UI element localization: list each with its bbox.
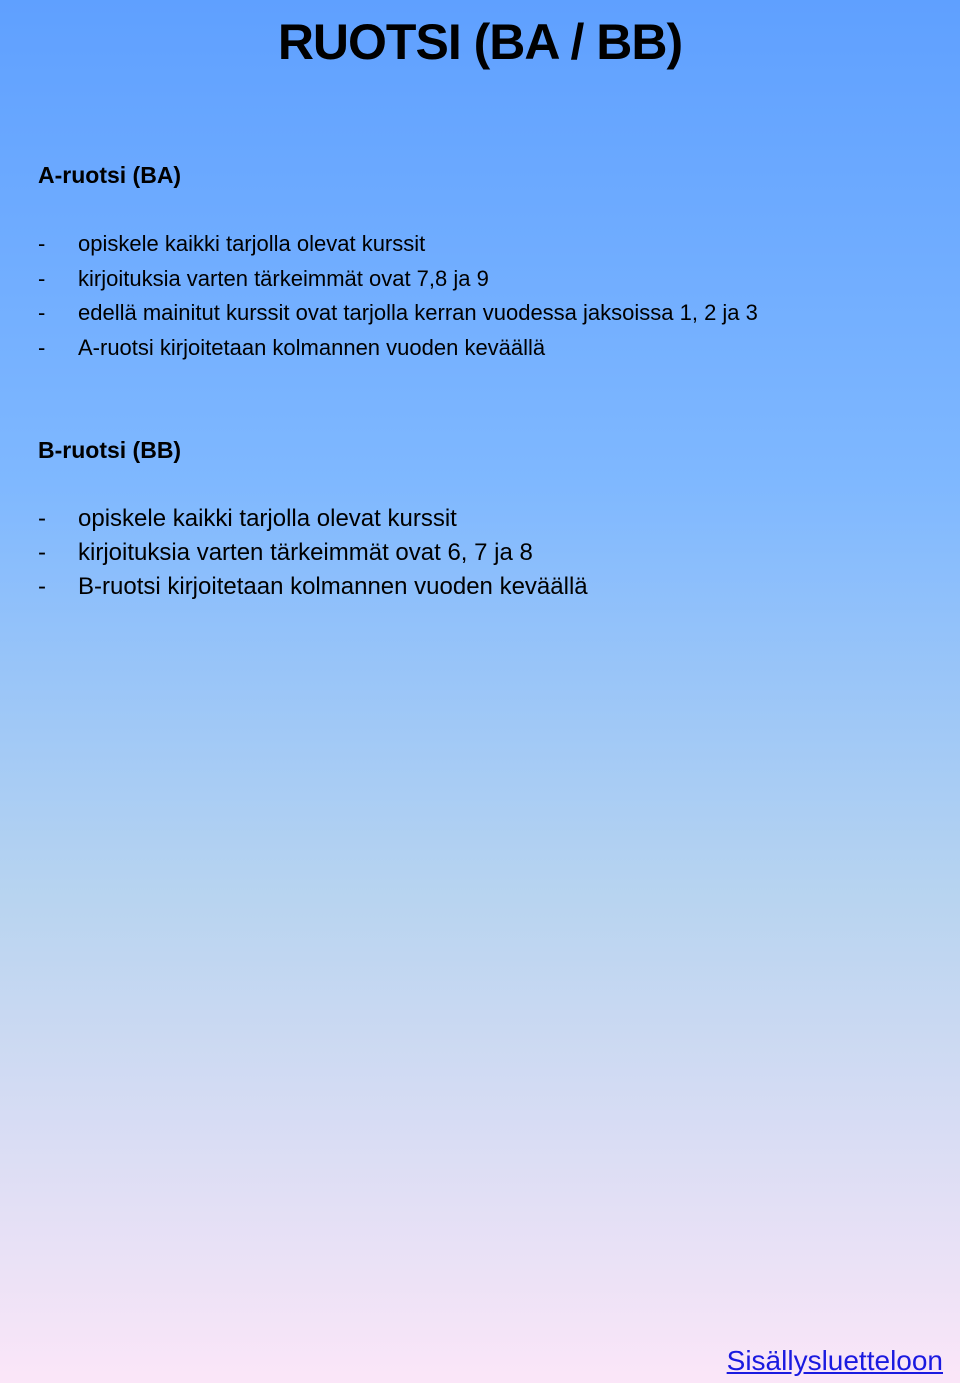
list-item-text: opiskele kaikki tarjolla olevat kurssit: [78, 231, 426, 256]
list-item: [38, 502, 588, 536]
bullet-dash: -: [38, 539, 46, 566]
list-item-text: kirjoituksia varten tärkeimmät ovat 7,8 ja 9: [78, 265, 489, 291]
bullet-dash: -: [38, 334, 46, 360]
table-of-contents-link[interactable]: Sisällysluetteloon: [726, 1345, 943, 1376]
list-item: [38, 331, 758, 366]
bullet-dash: -: [38, 265, 46, 291]
bullet-dash: -: [38, 505, 46, 532]
list-item: [38, 296, 758, 331]
list-item: [38, 227, 758, 262]
bullet-dash: -: [38, 573, 46, 600]
page-title: RUOTSI (BA / BB): [277, 14, 683, 70]
b-ruotsi-list: [38, 502, 588, 604]
a-ruotsi-list: [38, 227, 758, 365]
section-heading-b-ruotsi: B-ruotsi (BB): [38, 437, 182, 463]
list-item-text: opiskele kaikki tarjolla olevat kurssit: [78, 505, 457, 532]
list-item: [38, 262, 758, 297]
list-item-text: A-ruotsi kirjoitetaan kolmannen vuoden keväällä: [78, 334, 546, 360]
list-item-text: edellä mainitut kurssit ovat tarjolla kerran vuodessa jaksoissa 1, 2 ja 3: [78, 300, 758, 325]
list-item-text: B-ruotsi kirjoitetaan kolmannen vuoden keväällä: [78, 573, 588, 600]
list-item-text: kirjoituksia varten tärkeimmät ovat 6, 7 ja 8: [78, 539, 533, 566]
section-heading-a-ruotsi: A-ruotsi (BA): [38, 162, 182, 188]
list-item: [38, 536, 588, 570]
list-item: [38, 570, 588, 604]
bullet-dash: -: [38, 231, 46, 256]
bullet-dash: -: [38, 300, 46, 325]
